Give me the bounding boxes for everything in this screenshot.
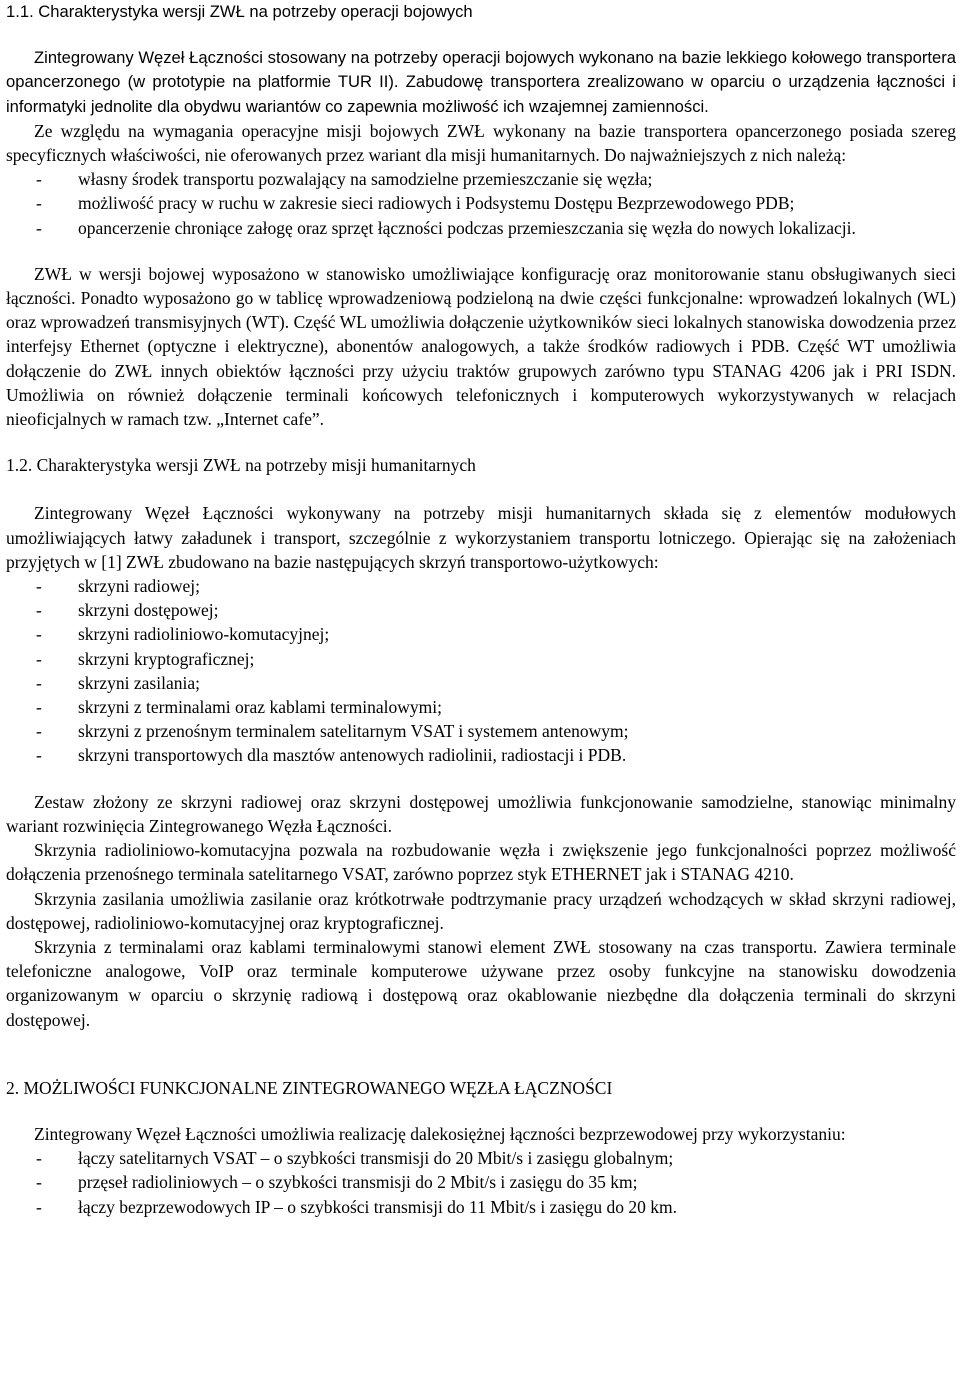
dash-bullet-icon: - bbox=[36, 1148, 42, 1169]
list-item: - skrzyni kryptograficznej; bbox=[6, 647, 956, 671]
dash-bullet-icon: - bbox=[36, 1196, 42, 1217]
list-item: - skrzyni z przenośnym terminalem satelitarnym VSAT i systemem antenowym; bbox=[6, 719, 956, 743]
dash-bullet-icon: - bbox=[36, 169, 42, 190]
list-transport-boxes bbox=[6, 574, 956, 768]
dash-bullet-icon: - bbox=[36, 1172, 42, 1193]
list-item: - własny środek transportu pozwalający na samodzielne przemieszczanie się węzła; bbox=[6, 167, 956, 191]
list-item: - przęseł radioliniowych – o szybkości transmisji do 2 Mbit/s i zasięgu do 35 km; bbox=[6, 1170, 956, 1194]
paragraph-1-2-terminals-box: Skrzynia z terminalami oraz kablami terminalowymi stanowi element ZWŁ stosowany na czas transportu. Zawiera terminale telefoniczne analogowe, VoIP oraz terminale komputerowe używane przez osoby funkcyjne na stanowisku dowodzenia organizowanym w oparciu o skrzynię radiową i dostępową oraz okablowanie niezbędne dla dołączenia terminali do skrzyni dostępowej. bbox=[6, 936, 956, 1030]
dash-bullet-icon: - bbox=[36, 600, 42, 621]
section-heading-2: 2. MOŻLIWOŚCI FUNKCJONALNE ZINTEGROWANEGO WĘZŁA ŁĄCZNOŚCI bbox=[6, 1077, 613, 1098]
paragraph-2-intro: Zintegrowany Węzeł Łączności umożliwia realizację dalekosiężnej łączności bezprzewodowej przy wykorzystaniu: bbox=[34, 1123, 846, 1144]
list-item: - skrzyni dostępowej; bbox=[6, 598, 956, 622]
list-item: - skrzyni zasilania; bbox=[6, 671, 956, 695]
list-combat-features bbox=[6, 167, 956, 240]
dash-bullet-icon: - bbox=[36, 672, 42, 693]
paragraph-1-1-requirements: Ze względu na wymagania operacyjne misji bojowych ZWŁ wykonany na bazie transportera opancerzonego posiada szereg specyficznych właściwości, nie oferowanych przez wariant dla misji humanitarnych. Do najważniejszych z nich należą: bbox=[6, 120, 956, 166]
section-heading-1-2: 1.2. Charakterystyka wersji ZWŁ na potrzeby misji humanitarnych bbox=[6, 455, 476, 476]
dash-bullet-icon: - bbox=[36, 193, 42, 214]
list-item: - opancerzenie chroniące załogę oraz sprzęt łączności podczas przemieszczania się węzła do nowych lokalizacji. bbox=[6, 216, 956, 240]
list-item: - łączy bezprzewodowych IP – o szybkości transmisji do 11 Mbit/s i zasięgu do 20 km. bbox=[6, 1195, 956, 1219]
paragraph-1-2-power-box: Skrzynia zasilania umożliwia zasilanie oraz krótkotrwałe podtrzymanie pracy urządzeń wchodzących w skład skrzyni radiowej, dostępowej, radioliniowo-komutacyjnej oraz kryptograficznej. bbox=[6, 888, 956, 933]
list-item: - możliwość pracy w ruchu w zakresie sieci radiowych i Podsystemu Dostępu Bezprzewodowego PDB; bbox=[6, 191, 956, 215]
dash-bullet-icon: - bbox=[36, 624, 42, 645]
list-item: - skrzyni transportowych dla masztów antenowych radiolinii, radiostacji i PDB. bbox=[6, 743, 956, 767]
list-item: - skrzyni radiowej; bbox=[6, 574, 956, 598]
dash-bullet-icon: - bbox=[36, 745, 42, 766]
dash-bullet-icon: - bbox=[36, 697, 42, 718]
paragraph-1-2-radio-relay-box: Skrzynia radioliniowo-komutacyjna pozwala na rozbudowanie węzła i zwiększenie jego funkcjonalności poprzez możliwość dołączenia przenośnego terminala satelitarnego VSAT, zarówno poprzez styk ETHERNET jak i STANAG 4210. bbox=[6, 840, 956, 885]
list-item: - łączy satelitarnych VSAT – o szybkości transmisji do 20 Mbit/s i zasięgu globalnym; bbox=[6, 1146, 956, 1170]
section-heading-1-1: 1.1. Charakterystyka wersji ZWŁ na potrzeby operacji bojowych bbox=[6, 2, 473, 21]
paragraph-1-2-minimal-set: Zestaw złożony ze skrzyni radiowej oraz skrzyni dostępowej umożliwia funkcjonowanie samodzielne, stanowiąc minimalny wariant rozwinięcia Zintegrowanego Węzła Łączności. bbox=[6, 791, 956, 836]
dash-bullet-icon: - bbox=[36, 648, 42, 669]
dash-bullet-icon: - bbox=[36, 576, 42, 597]
dash-bullet-icon: - bbox=[36, 721, 42, 742]
list-wireless-links bbox=[6, 1146, 956, 1219]
list-item: - skrzyni radioliniowo-komutacyjnej; bbox=[6, 622, 956, 646]
dash-bullet-icon: - bbox=[36, 217, 42, 238]
paragraph-1-1-equipment: ZWŁ w wersji bojowej wyposażono w stanowisko umożliwiające konfigurację oraz monitorowanie stanu obsługiwanych sieci łączności. Ponadto wyposażono go w tablicę wprowadzeniową podzieloną na dwie części funkcjonalne: wprowadzeń lokalnych (WL) oraz wprowadzeń transmisyjnych (WT). Część WL umożliwia dołączenie użytkowników sieci lokalnych stanowiska dowodzenia przez interfejsy Ethernet (optyczne i elektryczne), abonentów analogowych, a także środków radiowych i PDB. Część WT umożliwia dołączenie do ZWŁ innych obiektów łączności przy użyciu traktów grupowych zarówno typu STANAG 4206 jak i PRI ISDN. Umożliwia on również dołączenie terminali końcowych telefonicznych i komputerowych wykorzystywanych w relacjach nieoficjalnych w ramach tzw. „Internet cafe”. bbox=[6, 263, 956, 430]
document-page bbox=[6, 0, 956, 1219]
list-item: - skrzyni z terminalami oraz kablami terminalowymi; bbox=[6, 695, 956, 719]
paragraph-1-1-intro: Zintegrowany Węzeł Łączności stosowany na potrzeby operacji bojowych wykonano na bazie lekkiego kołowego transportera opancerzonego (w prototypie na platformie TUR II). Zabudowę transportera zrealizowano w oparciu o urządzenia łączności i informatyki jednolite dla obydwu wariantów co zapewnia możliwość ich wzajemnej zamienności. bbox=[6, 48, 956, 116]
paragraph-1-2-intro: Zintegrowany Węzeł Łączności wykonywany na potrzeby misji humanitarnych składa się z elementów modułowych umożliwiających łatwy załadunek i transport, szczególnie z wykorzystaniem transportu lotniczego. Opierając się na założeniach przyjętych w [1] ZWŁ zbudowano na bazie następujących skrzyń transportowo-użytkowych: bbox=[6, 503, 956, 572]
